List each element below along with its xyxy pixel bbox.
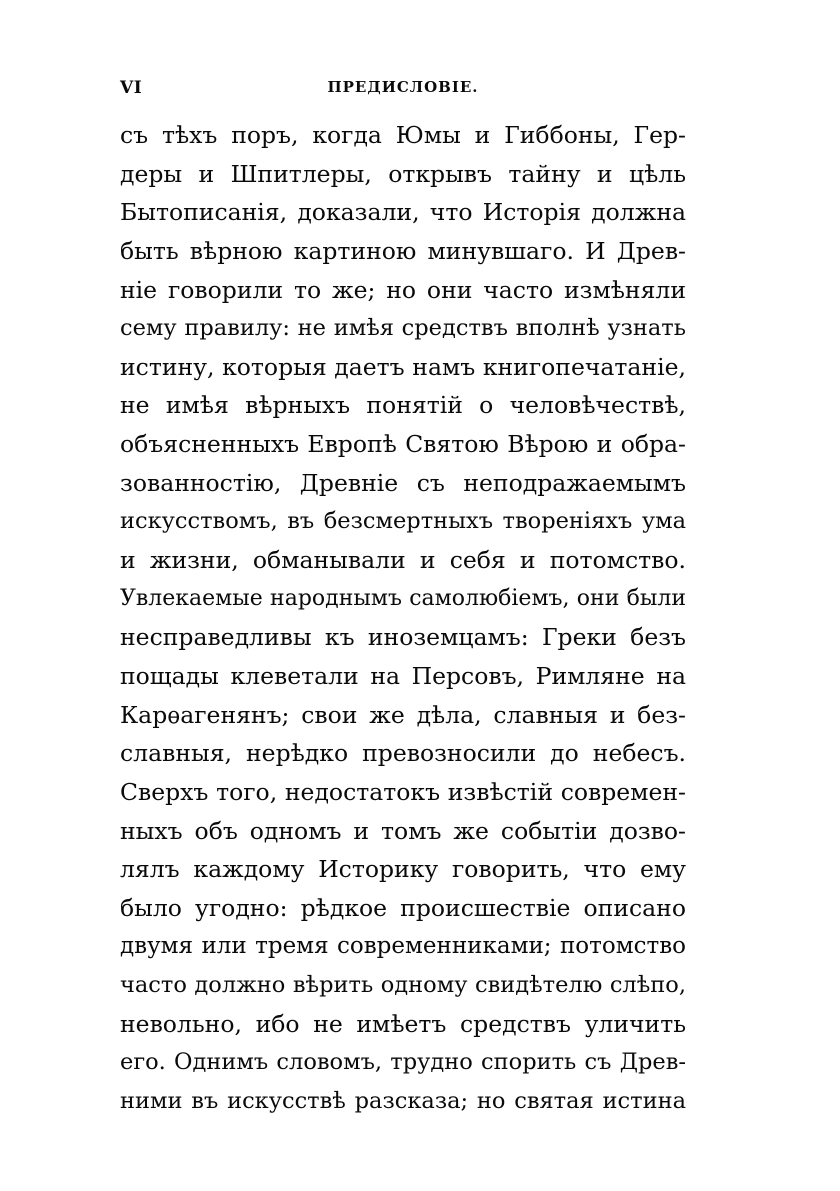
text-line: пощады клеветали на Персовъ, Римляне на: [120, 661, 686, 690]
text-line: быть вѣрною картиною минувшаго. И Древ-: [120, 236, 686, 265]
text-line: ніе говорили то же; но они часто измѣняли: [120, 275, 686, 304]
body-text: [120, 116, 686, 1121]
text-line: было угодно: рѣдкое происшествіе описано: [120, 893, 686, 922]
text-line: Бытописанія, доказали, что Исторія должна: [120, 198, 686, 227]
text-line: несправедливы къ иноземцамъ: Греки безъ: [120, 623, 686, 652]
text-line: Увлекаемые народнымъ самолюбіемъ, они были: [120, 585, 686, 611]
text-line: истину, которыя даетъ намъ книгопечатаніе,: [120, 352, 686, 381]
text-line: зованностію, Древніе съ неподражаемымъ: [120, 468, 686, 497]
text-line: ныхъ объ одномъ и томъ же событіи дозво-: [120, 816, 686, 845]
text-line: двумя или тремя современниками; потомство: [120, 933, 686, 960]
text-line: и жизни, обманывали и себя и потомство.: [120, 546, 686, 575]
text-line: ними въ искусствѣ разсказа; но святая истина: [120, 1088, 686, 1115]
text-line: не имѣя вѣрныхъ понятій о человѣчествѣ,: [120, 391, 686, 420]
text-line: невольно, ибо не имѣетъ средствъ уличить: [120, 1009, 686, 1038]
text-line: его. Однимъ словомъ, трудно спорить съ Древ-: [120, 1049, 686, 1076]
section-title: ПРЕДИСЛОВІЕ.: [327, 78, 479, 96]
text-line: Карѳагенянъ; свои же дѣла, славныя и без-: [120, 700, 686, 729]
text-line: сему правилу: не имѣя средствъ вполнѣ узнать: [120, 315, 686, 342]
text-line: славныя, нерѣдко превозносили до небесъ.: [120, 739, 686, 768]
text-line: искусствомъ, въ безсмертныхъ твореніяхъ ума: [120, 508, 686, 535]
page-number: VI: [120, 78, 143, 98]
text-line: лялъ каждому Историку говорить, что ему: [120, 855, 686, 884]
text-line: часто должно вѣрить одному свидѣтелю слѣпо,: [120, 972, 686, 999]
running-head: [120, 78, 686, 100]
text-line: Сверхъ того, недостатокъ извѣстій современ-: [120, 777, 686, 806]
text-line: объясненныхъ Европѣ Святою Вѣрою и обра-: [120, 430, 686, 459]
text-line: деры и Шпитлеры, открывъ тайну и цѣль: [120, 159, 686, 188]
text-line: съ тѣхъ поръ, когда Юмы и Гиббоны, Гер-: [120, 121, 686, 149]
